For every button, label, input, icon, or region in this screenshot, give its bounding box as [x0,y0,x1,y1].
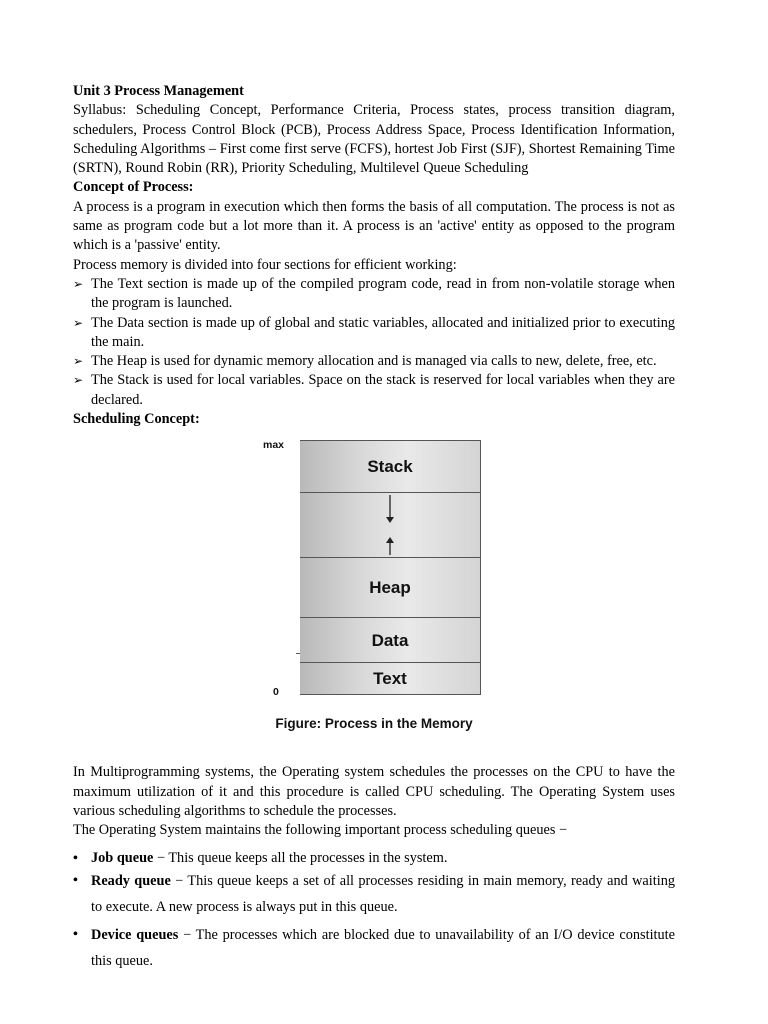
queue-desc: − The processes which are blocked due to unavailability of an I/O device constitute this queue. [91,926,675,969]
bullet-icon: • [73,872,78,888]
list-item [73,922,675,974]
list-item [73,352,675,371]
figure-caption: Figure: Process in the Memory [275,716,473,732]
memory-sections-intro: Process memory is divided into four sections for efficient working: [73,256,457,273]
queues-list [73,849,675,974]
list-item-text: The Text section is made up of the compiled program code, read in from non-volatile storage when the program is launched. [91,275,675,312]
document-page [73,82,675,974]
bullet-icon: • [73,850,78,866]
queue-term: Ready queue [91,872,171,889]
multiprogramming-paragraph: In Multiprogramming systems, the Operating system schedules the processes on the CPU to have the maximum utilization of it and this procedure is called CPU scheduling. The Operating System uses various scheduling algorithms to schedule the processes. [73,764,675,819]
unit-heading: Unit 3 Process Management [73,83,244,99]
list-item [73,849,675,868]
heap-section: Heap [300,558,480,618]
concept-paragraph: A process is a program in execution which then forms the basis of all computation. The process is not as same as program code but a lot more than it. A process is an 'active' entity as opposed to the program which is a 'passive' entity. [73,198,675,254]
memory-diagram [300,440,481,695]
stack-section: Stack [300,441,480,493]
concept-title: Concept of Process: [73,179,194,196]
list-item-text: The Data section is made up of global and static variables, allocated and initialized prior to executing the main. [91,314,675,350]
axis-max-label: max [263,439,285,452]
data-section: Data [300,618,480,663]
arrow-bullet-icon: ➢ [73,315,84,330]
queue-desc: − This queue keeps all the processes in the system. [153,849,448,866]
bullet-icon: • [73,926,78,942]
queue-term: Job queue [91,849,154,866]
queue-term: Device queues [91,926,179,943]
scheduling-title: Scheduling Concept: [73,411,200,428]
list-item [73,275,675,314]
memory-sections-list [73,275,675,410]
axis-zero-label: 0 [273,686,279,699]
queues-intro: The Operating System maintains the following important process scheduling queues − [73,822,568,839]
arrow-bullet-icon: ➢ [73,373,84,388]
queue-desc: − This queue keeps a set of all processes residing in main memory, ready and waiting to execute. A new process is always put in this queue. [91,872,675,915]
arrow-bullet-icon: ➢ [73,276,84,291]
axis-tick [296,653,300,654]
syllabus-text: Syllabus: Scheduling Concept, Performance Criteria, Process states, process transition diagram, schedulers, Process Control Block (PCB), Process Address Space, Process Identification Information, Scheduling Algorithms – First come first serve (FCFS), hortest Job First (SJF), Shortest Remaining Time (SRTN), Round Robin (RR), Priority Scheduling, Multilevel Queue Scheduling [73,102,675,177]
text-section: Text [373,669,407,689]
list-item [73,868,675,920]
grow-arrows-icon [300,493,480,557]
arrow-bullet-icon: ➢ [73,354,84,369]
list-item-text: The Heap is used for dynamic memory allocation and is managed via calls to new, delete, free, etc. [91,353,657,370]
process-memory-figure [73,429,675,763]
list-item-text: The Stack is used for local variables. Space on the stack is reserved for local variables when they are declared. [91,372,675,408]
list-item [73,371,675,410]
free-space-section [300,493,480,558]
list-item [73,314,675,353]
